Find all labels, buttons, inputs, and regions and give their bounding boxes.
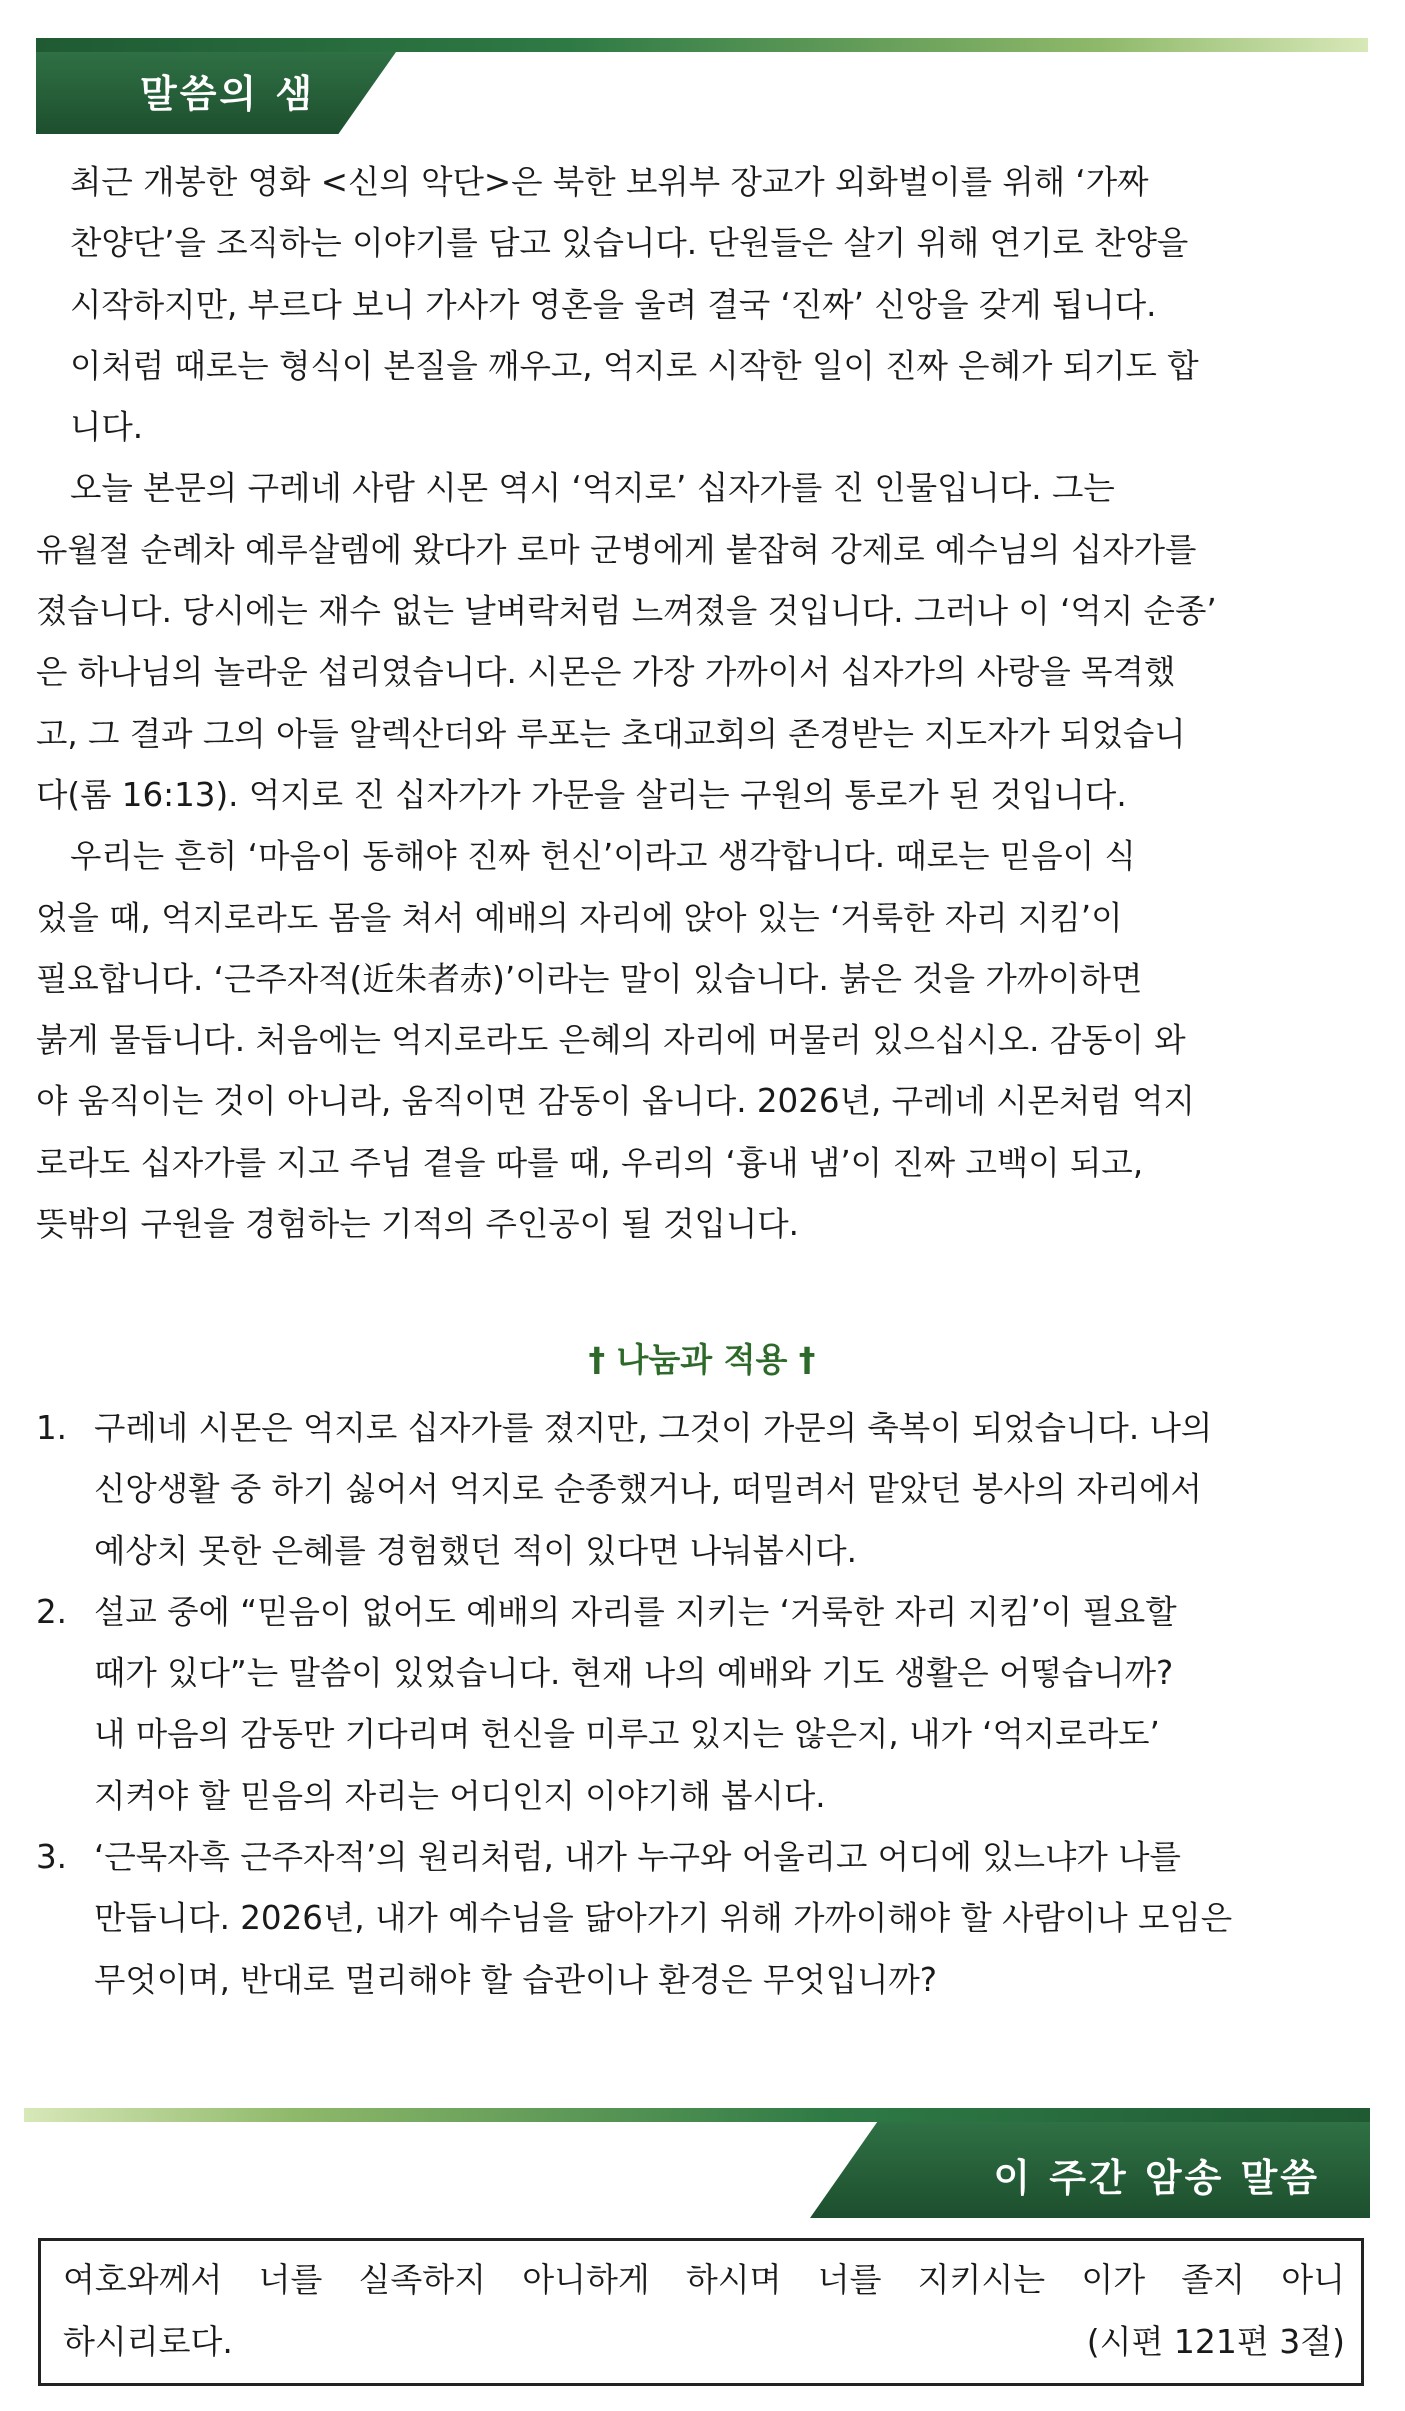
text-line: 로라도 십자가를 지고 주님 곁을 따를 때, 우리의 ‘흉내 냄’이 진짜 고백이 되고, [36,1143,1144,1182]
section-title: 말씀의 샘 [140,72,316,116]
memory-verse-box [38,2238,1364,2386]
paragraph-3 [36,826,1368,1255]
text-line: 뜻밖의 구원을 경험하는 기적의 주인공이 될 것입니다. [36,1205,800,1244]
text-line: 시작하지만, 부르다 보니 가사가 영혼을 울려 결국 ‘진짜’ 신앙을 갖게 됩니다. [70,285,1157,324]
text-line: 만듭니다. 2026년, 내가 예수님을 닮아가기 위해 가까이해야 할 사람이나 모임은 [94,1899,1233,1938]
footer-gradient-bar [24,2108,1370,2122]
text-line: ‘근묵자흑 근주자적’의 원리처럼, 내가 누구와 어울리고 어디에 있느냐가 나를 [94,1838,1181,1877]
text-line: 신앙생활 중 하기 싫어서 억지로 순종했거나, 떠밀려서 맡았던 봉사의 자리에서 [94,1470,1202,1509]
text-line: 은 하나님의 놀라운 섭리였습니다. 시몬은 가장 가까이서 십자가의 사랑을 목격했 [36,653,1176,692]
text-line: 무엇이며, 반대로 멀리해야 할 습관이나 환경은 무엇입니까? [94,1960,938,1999]
verse-line: 여호와께서 너를 실족하지 아니하게 하시며 너를 지키시는 이가 졸지 아니 [63,2260,1345,2299]
question-number: 2. [36,1592,68,1631]
sharing-heading: † 나눔과 적용 † [588,1340,816,1379]
text-line: 졌습니다. 당시에는 재수 없는 날벼락처럼 느껴졌을 것입니다. 그러나 이 ‘억지 순종’ [36,592,1217,631]
text-line: 야 움직이는 것이 아니라, 움직이면 감동이 옵니다. 2026년, 구레네 시몬처럼 억지 [36,1082,1195,1121]
text-line: 니다. [70,408,144,447]
question-number: 1. [36,1409,68,1447]
verse-text-end: 하시리로다. [63,2322,233,2361]
text-line: 최근 개봉한 영화 <신의 악단>은 북한 보위부 장교가 외화벌이를 위해 ‘가짜 [70,163,1149,201]
text-line: 필요합니다. ‘근주자적(近朱者赤)’이라는 말이 있습니다. 붉은 것을 가까이하면 [36,959,1143,998]
memory-verse-banner [24,2108,1370,2218]
text-line: 설교 중에 “믿음이 없어도 예배의 자리를 지키는 ‘거룩한 자리 지킴’이 필요할 [94,1592,1177,1631]
text-line: 구레네 시몬은 억지로 십자가를 졌지만, 그것이 가문의 축복이 되었습니다. 나의 [94,1409,1213,1447]
text-line: 지켜야 할 믿음의 자리는 어디인지 이야기해 봅시다. [94,1776,826,1815]
question-item [36,1827,1368,2011]
text-line: 었을 때, 억지로라도 몸을 쳐서 예배의 자리에 앉아 있는 ‘거룩한 자리 지킴’이 [36,898,1123,937]
question-number: 3. [36,1838,68,1877]
memory-verse-title: 이 주간 암송 말씀 [993,2156,1320,2200]
verse-reference: (시편 121편 3절) [1086,2322,1345,2361]
verse-line-2 [63,2311,1345,2373]
question-item [36,1398,1368,1582]
text-line: 고, 그 결과 그의 아들 알렉산더와 루포는 초대교회의 존경받는 지도자가 되었습니 [36,714,1186,753]
paragraph-2 [36,458,1368,826]
text-line: 오늘 본문의 구레네 사람 시몬 역시 ‘억지로’ 십자가를 진 인물입니다. 그는 [70,469,1115,508]
text-line: 때가 있다”는 말씀이 있었습니다. 현재 나의 예배와 기도 생활은 어떻습니까? [94,1654,1174,1693]
text-line: 다(롬 16:13). 억지로 진 십자가가 가문을 살리는 구원의 통로가 된 것입니다. [36,775,1127,814]
header-gradient-bar [36,38,1368,52]
text-line: 이처럼 때로는 형식이 본질을 깨우고, 억지로 시작한 일이 진짜 은혜가 되기도 합 [70,346,1199,385]
text-line: 유월절 순례차 예루살렘에 왔다가 로마 군병에게 붙잡혀 강제로 예수님의 십자가를 [36,530,1197,569]
question-item [36,1582,1368,1827]
text-line: 붉게 물듭니다. 처음에는 억지로라도 은혜의 자리에 머물러 있으십시오. 감동이 와 [36,1021,1186,1060]
sharing-questions [36,1398,1368,2011]
paragraph-1 [36,152,1368,458]
text-line: 찬양단’을 조직하는 이야기를 담고 있습니다. 단원들은 살기 위해 연기로 찬양을 [70,224,1189,263]
header-banner [36,38,1368,134]
text-line: 우리는 흔히 ‘마음이 동해야 진짜 헌신’이라고 생각합니다. 때로는 믿음이 식 [70,837,1136,876]
sermon-body [36,152,1368,1999]
text-line: 예상치 못한 은혜를 경험했던 적이 있다면 나눠봅시다. [94,1531,858,1570]
text-line: 내 마음의 감동만 기다리며 헌신을 미루고 있지는 않은지, 내가 ‘억지로라도’ [94,1715,1160,1754]
